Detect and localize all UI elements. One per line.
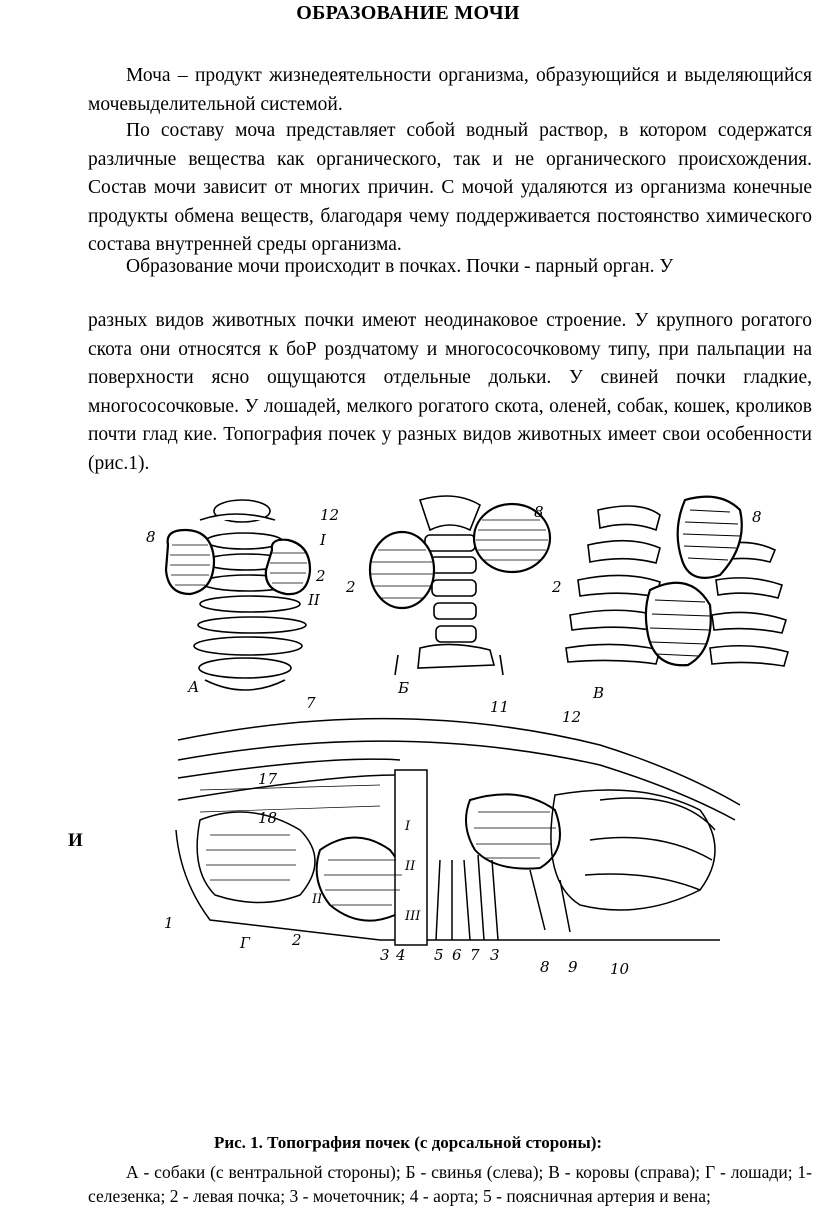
label-d-1: 1: [164, 914, 174, 932]
label-d-3: 3: [380, 946, 390, 964]
panel-a-drawing: [166, 500, 310, 690]
label-a-II: II: [308, 591, 320, 609]
label-d-2: 2: [292, 931, 302, 949]
panel-b-drawing: [370, 496, 550, 675]
paragraph-4: разных видов животных почки имеют неодинаковое строение. У крупного рогатого скота они относятся к боР роздчатому и многососочковому типу, при пальпации на поверхности ясно ощущаются отдельные дольки. У свиней почки гладкие, многососочковые. У лошадей, мелкого рогатого скота, оленей, собак, кошек, кроликов почти глад кие. Топография почек у разных видов животных имеет свои особенности (рис.1).: [88, 310, 812, 474]
label-d-17: 17: [258, 770, 278, 788]
label-d-II: II: [405, 859, 416, 874]
label-b-8: 8: [534, 503, 544, 521]
label-c-2: 2: [552, 578, 562, 596]
label-a-12: 12: [320, 506, 340, 524]
panel-label-a: А: [188, 678, 200, 696]
label-d-II-kidney: II: [312, 892, 323, 907]
label-d-9: 9: [568, 958, 578, 976]
label-a-2: 2: [316, 567, 326, 585]
label-d-11: 11: [490, 698, 510, 716]
label-d-8: 8: [540, 958, 550, 976]
page-title: ОБРАЗОВАНИЕ МОЧИ: [296, 2, 520, 24]
label-a-I: I: [320, 531, 326, 549]
label-d-18: 18: [258, 809, 278, 827]
panel-label-c: В: [593, 684, 605, 702]
label-c-8: 8: [752, 508, 762, 526]
panel-label-d: Г: [240, 934, 250, 952]
side-letter: И: [68, 830, 83, 851]
label-a-8: 8: [146, 528, 156, 546]
label-d-6: 6: [452, 946, 462, 964]
label-d-7b: 7: [470, 946, 480, 964]
label-d-12: 12: [562, 708, 582, 726]
paragraph-1: Моча – продукт жизнедеятельности организма, образующийся и выделяющийся мочевыделительной системой.: [88, 65, 812, 115]
label-d-3b: 3: [490, 946, 500, 964]
paragraph-2: По составу моча представляет собой водный раствор, в котором содержатся различные вещества как органического, так и не органического происхождения. Состав мочи зависит от многих причин. С мочой удаляются из организма конечные продукты обмена веществ, благодаря чему поддерживается постоянство химического состава внутренней среды организма.: [88, 120, 812, 255]
label-d-I: I: [405, 819, 411, 834]
panel-d-drawing: [176, 719, 740, 945]
label-d-III: III: [405, 909, 421, 924]
figure-labels: [146, 503, 762, 978]
label-d-5: 5: [434, 946, 444, 964]
paragraph-3: Образование мочи происходит в почках. Почки - парный орган. У: [126, 256, 674, 277]
label-d-10: 10: [610, 960, 630, 978]
label-d-4: 4: [396, 946, 406, 964]
panel-label-b: Б: [398, 679, 410, 697]
label-d-7: 7: [306, 694, 316, 712]
figure-caption-text: А - собаки (с вентральной стороны); Б - свинья (слева); В - коровы (справа); Г - лошади; 1-селезенка; 2 - левая почка; 3 - мочеточник; 4 - аорта; 5 - поясничная артерия и вена;: [88, 1162, 812, 1206]
label-b-2: 2: [346, 578, 356, 596]
figure-caption-title: Рис. 1. Топография почек (с дорсальной стороны):: [213, 1133, 603, 1152]
